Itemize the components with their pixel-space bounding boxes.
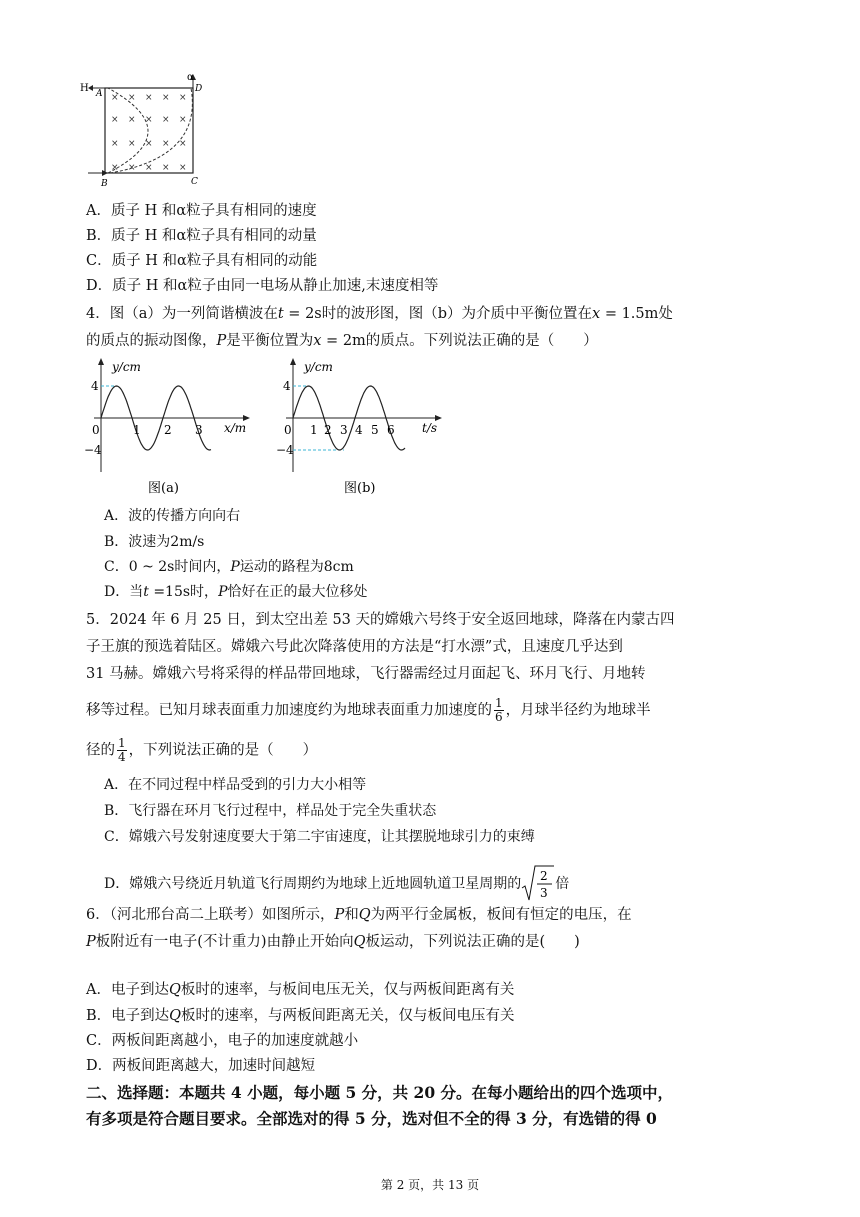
xtick-b-6: 6 xyxy=(387,423,395,437)
q4-option-a[interactable]: A．波的传播方向向右 xyxy=(104,508,241,524)
q4-option-b[interactable]: B．波速为2m/s xyxy=(104,534,205,550)
ytick-b-neg4: −4 xyxy=(276,443,294,457)
xtick-b-0: 0 xyxy=(284,423,292,437)
svg-text:2: 2 xyxy=(540,869,548,883)
q5-option-b[interactable]: B．飞行器在环月飞行过程中，样品处于完全失重状态 xyxy=(104,803,437,819)
ytick-a-neg4: −4 xyxy=(84,443,102,457)
ytick-a-4: 4 xyxy=(91,379,99,393)
fraction-one-quarter: $\frac{1}{4}$ xyxy=(118,736,126,764)
ylabel-a: y/cm xyxy=(112,360,141,374)
magnetic-field-figure xyxy=(78,72,208,190)
q5-option-a[interactable]: A．在不同过程中样品受到的引力大小相等 xyxy=(104,777,367,793)
q5-stem-line5: 径的 $\frac{1}{4}$ ，下列说法正确的是（ ） xyxy=(86,736,318,764)
xtick-b-1: 1 xyxy=(310,423,318,437)
fraction-one-sixth: $\frac{1}{6}$ xyxy=(495,696,503,724)
label-C: C xyxy=(191,177,198,187)
q5-stem-line4: 移等过程。已知月球表面重力加速度约为地球表面重力加速度的 $\frac{1}{6}$ ，月球半径约为地球半 xyxy=(86,696,651,724)
svg-text:3: 3 xyxy=(540,886,548,900)
xtick-b-2: 2 xyxy=(324,423,332,437)
svg-text:×: × xyxy=(111,93,119,103)
q3-option-d[interactable]: D．质子 H 和α粒子由同一电场从静止加速,末速度相等 xyxy=(86,278,439,294)
svg-text:×: × xyxy=(128,93,136,103)
page-footer: 第 2 页，共 13 页 xyxy=(380,1178,480,1192)
field-crosses xyxy=(111,93,187,173)
ylabel-b: y/cm xyxy=(304,360,333,374)
wave-graph-b xyxy=(272,352,452,502)
svg-text:×: × xyxy=(145,93,153,103)
svg-text:×: × xyxy=(162,93,170,103)
q5-stem-line2: 子王旗的预选着陆区。嫦娥六号此次降落使用的方法是“打水漂”式，且速度几乎达到 xyxy=(86,639,623,655)
xlabel-b: t/s xyxy=(422,421,438,435)
sqrt-two-thirds xyxy=(521,864,555,904)
label-H: H xyxy=(80,83,89,94)
q4-option-c[interactable]: C．0 ~ 2s时间内，P运动的路程为8cm xyxy=(104,559,354,575)
q3-option-b[interactable]: B．质子 H 和α粒子具有相同的动量 xyxy=(86,228,317,244)
xtick-b-4: 4 xyxy=(355,423,363,437)
q3-option-a[interactable]: A．质子 H 和α粒子具有相同的速度 xyxy=(86,203,317,219)
svg-text:×: × xyxy=(179,93,187,103)
svg-text:×: × xyxy=(128,163,136,173)
label-alpha: α xyxy=(187,72,194,83)
svg-text:×: × xyxy=(179,115,187,125)
svg-text:×: × xyxy=(162,163,170,173)
svg-text:×: × xyxy=(179,163,187,173)
svg-text:×: × xyxy=(128,115,136,125)
svg-text:×: × xyxy=(111,115,119,125)
svg-text:×: × xyxy=(162,115,170,125)
q4-option-d[interactable]: D．当t =15s时，P恰好在正的最大位移处 xyxy=(104,584,368,600)
label-B: B xyxy=(101,179,108,189)
q6-option-d[interactable]: D．两板间距离越大，加速时间越短 xyxy=(86,1058,316,1074)
q6-stem-line2: P板附近有一电子(不计重力)由静止开始向Q板运动，下列说法正确的是( ) xyxy=(86,934,580,950)
label-D: D xyxy=(195,84,203,94)
xtick-a-0: 0 xyxy=(92,423,100,437)
q3-option-c[interactable]: C．质子 H 和α粒子具有相同的动能 xyxy=(86,253,318,269)
q4-stem-line2: 的质点的振动图像，P是平衡位置为x = 2m的质点。下列说法正确的是（ ） xyxy=(86,333,598,349)
q6-option-b[interactable]: B．电子到达Q板时的速率，与两板间距离无关，仅与板间电压有关 xyxy=(86,1008,515,1024)
ytick-b-4: 4 xyxy=(283,379,291,393)
section2-heading-line1: 二、选择题：本题共 4 小题，每小题 5 分，共 20 分。在每小题给出的四个选项中， xyxy=(86,1083,674,1102)
xtick-b-3: 3 xyxy=(340,423,348,437)
xtick-a-3: 3 xyxy=(195,423,203,437)
svg-text:×: × xyxy=(145,163,153,173)
svg-text:×: × xyxy=(128,139,136,149)
svg-text:×: × xyxy=(179,139,187,149)
wave-graph-a xyxy=(80,352,260,502)
section2-heading-line2: 有多项是符合题目要求。全部选对的得 5 分，选对但不全的得 3 分，有选错的得 0 xyxy=(86,1109,657,1128)
svg-text:×: × xyxy=(111,163,119,173)
xtick-a-1: 1 xyxy=(133,423,141,437)
q5-option-c[interactable]: C．嫦娥六号发射速度要大于第二宇宙速度，让其摆脱地球引力的束缚 xyxy=(104,829,535,845)
svg-text:×: × xyxy=(111,139,119,149)
caption-b: 图(b) xyxy=(344,481,376,496)
q5-option-d[interactable]: D．嫦娥六号绕近月轨道飞行周期约为地球上近地圆轨道卫星周期的 2 3 倍 xyxy=(104,864,569,904)
q6-option-a[interactable]: A．电子到达Q板时的速率，与板间电压无关，仅与两板间距离有关 xyxy=(86,982,515,998)
label-A: A xyxy=(96,89,103,99)
xlabel-a: x/m xyxy=(224,421,247,435)
svg-text:×: × xyxy=(145,139,153,149)
svg-text:×: × xyxy=(162,139,170,149)
q6-stem-line1: 6．（河北邢台高二上联考）如图所示，P和Q为两平行金属板，板间有恒定的电压，在 xyxy=(86,907,632,923)
svg-text:×: × xyxy=(145,115,153,125)
q4-stem-line1: 4．图（a）为一列简谐横波在t = 2s时的波形图，图（b）为介质中平衡位置在x = 1.5m处 xyxy=(86,306,673,322)
q5-stem-line3: 31 马赫。嫦娥六号将采得的样品带回地球，飞行器需经过月面起飞、环月飞行、月地转 xyxy=(86,666,646,682)
caption-a: 图(a) xyxy=(148,481,179,496)
q6-option-c[interactable]: C．两板间距离越小，电子的加速度就越小 xyxy=(86,1033,359,1049)
q5-stem-line1: 5．2024 年 6 月 25 日，到太空出差 53 天的嫦娥六号终于安全返回地球，降落在内蒙古四 xyxy=(86,612,675,628)
xtick-b-5: 5 xyxy=(371,423,379,437)
xtick-a-2: 2 xyxy=(164,423,172,437)
